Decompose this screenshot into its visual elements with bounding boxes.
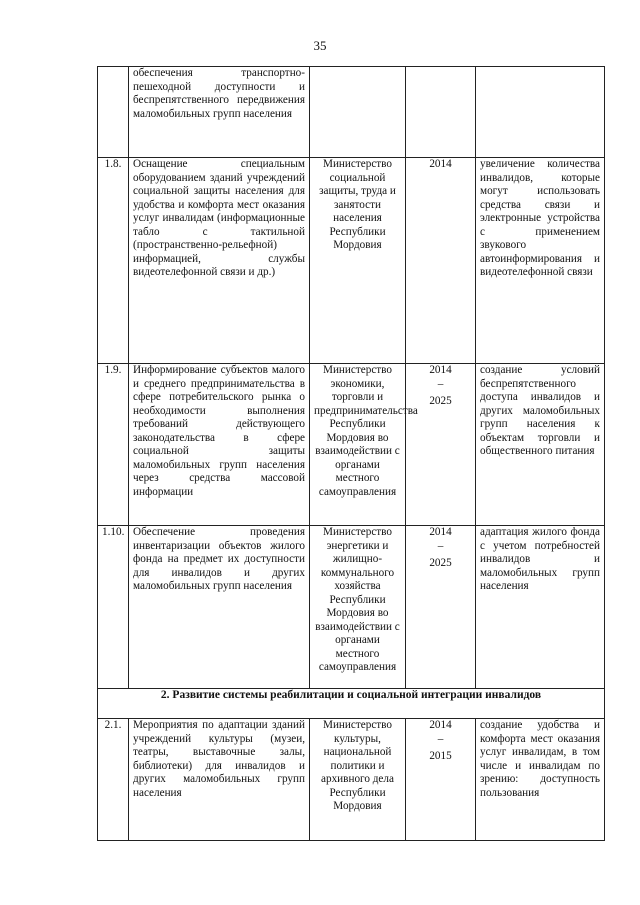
result-cell: адаптация жилого фонда с учетом потребностей инвалидов и маломобильных групп населения [476,526,605,689]
page-number: 35 [313,38,327,53]
year-line: 2014 [429,158,452,170]
table-row [98,526,605,689]
row-number: 1.10. [98,526,129,689]
row-number: 1.9. [98,364,129,526]
executor-cell: Министерство культуры, национальной политики и архивного дела Республики Мордовия [310,719,406,841]
row-number [98,67,129,158]
activity-cell: Оснащение специальным оборудованием зданий учреждений социальной защиты населения для удобства и комфорта мест оказания услуг инвалидам (информационные табло с тактильной (пространственно-рельефной) информацией, службы видеотелефонной связи и др.) [129,158,310,364]
row-number: 1.8. [98,158,129,364]
years-cell [406,526,476,689]
activity-cell: Мероприятия по адаптации зданий учреждений культуры (музеи, театры, выставочные залы, библиотеки) для инвалидов и других маломобильных групп населения [129,719,310,841]
result-cell [476,67,605,158]
table-row [98,158,605,364]
activity-cell: Информирование субъектов малого и среднего предпринимательства в сфере потребительского рынка о необходимости выполнения требований действующего законодательства в сфере социальной защиты маломобильных групп населения через средства массовой информации [129,364,310,526]
executor-cell: Министерство социальной защиты, труда и занятости населения Республики Мордовия [310,158,406,364]
executor-cell: Министерство энергетики и жилищно-коммунального хозяйства Республики Мордовия во взаимодействии с органами местного самоуправления [310,526,406,689]
year-line: 2014 [429,719,452,731]
executor-cell: Министерство экономики, торговли и предпринимательства Республики Мордовия во взаимодействии с органами местного самоуправления [310,364,406,526]
activity-cell: Обеспечение проведения инвентаризации объектов жилого фонда на предмет их доступности для инвалидов и других маломобильных групп населения [129,526,310,689]
year-line: 2025 [429,557,452,569]
executor-cell [310,67,406,158]
year-line: 2025 [429,395,452,407]
year-line: – [437,377,444,390]
years-cell [406,67,476,158]
section-title: 2. Развитие системы реабилитации и социальной интеграции инвалидов [98,689,605,719]
year-line: – [437,732,444,745]
result-cell: создание удобства и комфорта мест оказания услуг инвалидам, в том числе и инвалидам по зрению: доступность пользования [476,719,605,841]
table-row [98,67,605,158]
year-line: 2014 [429,364,452,376]
row-number: 2.1. [98,719,129,841]
year-line: 2014 [429,526,452,538]
years-cell [406,719,476,841]
table-row [98,364,605,526]
years-cell [406,364,476,526]
activity-cell: обеспечения транспортно-пешеходной доступности и беспрепятственного передвижения маломобильных групп населения [129,67,310,158]
years-cell [406,158,476,364]
result-cell: создание условий беспрепятственного доступа инвалидов и других маломобильных групп населения к объектам торговли и общественного питания [476,364,605,526]
year-line: 2015 [429,750,452,762]
result-cell: увеличение количества инвалидов, которые могут использовать средства связи и электронные устройства с применением звукового автоинформирования и видеотелефонной связи [476,158,605,364]
year-line: – [437,539,444,552]
measures-table [97,66,605,841]
table-row [98,719,605,841]
section-row [98,689,605,719]
